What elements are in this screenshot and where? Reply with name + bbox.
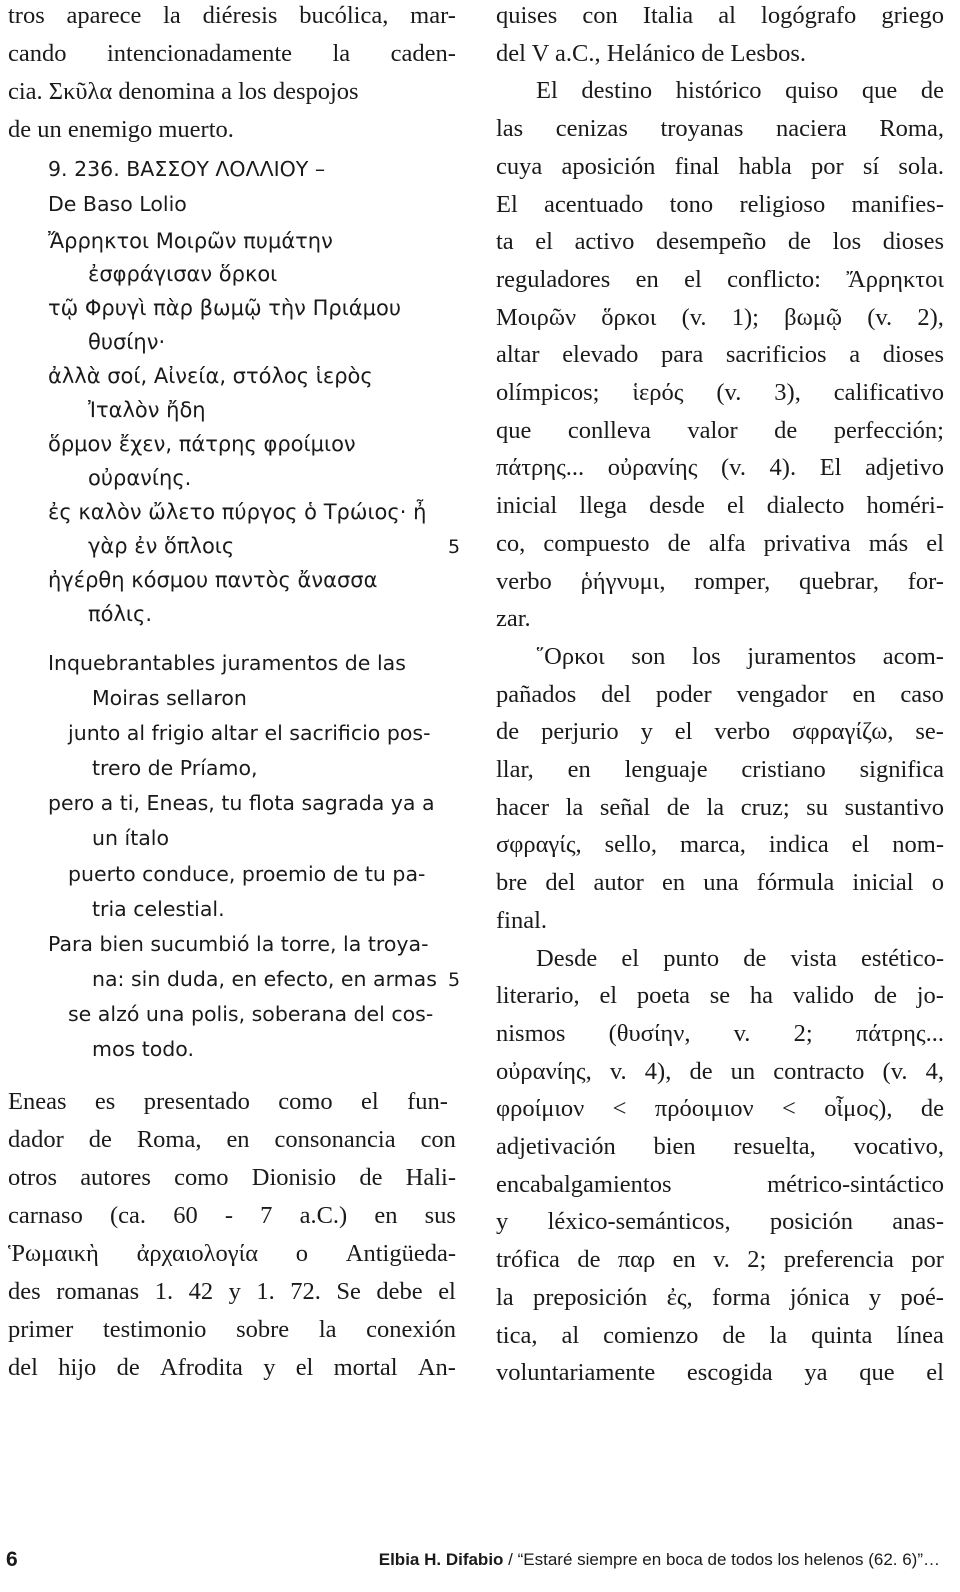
body-line: pañados del poder vengador en caso <box>496 680 944 708</box>
translation-verse: na: sin duda, en efecto, en armas <box>92 967 437 991</box>
translation-verse: tria celestial. <box>92 897 225 921</box>
body-line: El destino histórico quiso que de <box>536 77 944 105</box>
intro-line: tros aparece la diéresis bucólica, mar- <box>8 2 456 29</box>
body-line: carnaso (ca. 60 - 7 a.C.) en sus <box>8 1202 456 1229</box>
greek-verse: πόλις. <box>88 602 153 626</box>
greek-verse: γὰρ ἐν ὅπλοις <box>88 534 235 558</box>
body-line: nismos (θυσίην, v. 2; πάτρης... <box>496 1019 944 1047</box>
body-line: dador de Roma, en consonancia con <box>8 1126 456 1153</box>
body-line: otros autores como Dionisio de Hali- <box>8 1164 456 1191</box>
greek-verse: ἀλλὰ σοί, Αἰνεία, στόλος ἱερὸς <box>48 364 373 388</box>
body-line: Μοιρῶν ὅρκοι (v. 1); βωμῷ (v. 2), <box>496 303 944 331</box>
greek-verse: τῷ Φρυγὶ πὰρ βωμῷ τὴν Πριάμου <box>48 296 402 320</box>
translation-verse: junto al frigio altar el sacrificio pos- <box>68 721 431 745</box>
translation-verse: mos todo. <box>92 1037 194 1061</box>
translation-verse: Moiras sellaron <box>92 686 247 710</box>
body-line: altar elevado para sacrificios a dioses <box>496 341 944 369</box>
greek-verse: οὐρανίης. <box>88 466 192 490</box>
greek-verse: ὅρμον ἔχεν, πάτρης φροίμιον <box>48 432 356 456</box>
body-line: quises con Italia al logógrafo griego <box>496 2 944 29</box>
page-footer <box>0 1548 960 1578</box>
body-line: del V a.C., Helánico de Lesbos. <box>496 39 807 67</box>
body-line: olímpicos; ἱερός (v. 3), calificativo <box>496 379 944 406</box>
greek-verse: ἐσφράγισαν ὅρκοι <box>88 262 278 286</box>
body-line: del hijo de Afrodita y el mortal An- <box>8 1354 456 1381</box>
body-line: encabalgamientos métrico-sintáctico <box>496 1170 944 1198</box>
running-head-separator: / <box>503 1550 518 1569</box>
body-line: inicial llega desde el dialecto homéri- <box>496 492 944 520</box>
body-line: Eneas es presentado como el fun- <box>8 1088 448 1115</box>
greek-verse: θυσίην· <box>88 330 166 354</box>
greek-verse: ἠγέρθη κόσμου παντὸς ἄνασσα <box>48 568 378 592</box>
body-line: la preposición ἐς, forma jónica y poé- <box>496 1283 944 1311</box>
greek-verse: ἐς καλὸν ὤλετο πύργος ὁ Τρώιος· ἦ <box>48 500 427 524</box>
body-line: verbo ῥήγνυμι, romper, quebrar, for- <box>496 567 944 595</box>
body-line: literario, el poeta se ha valido de jo- <box>496 982 944 1010</box>
body-line: trófica de παρ en v. 2; preferencia por <box>496 1246 944 1274</box>
body-line: El acentuado tono religioso manifies- <box>496 190 944 218</box>
body-line: reguladores en el conflicto: Ἄρρηκτοι <box>496 265 944 293</box>
intro-line: de un enemigo muerto. <box>8 116 234 143</box>
page-number: 6 <box>6 1548 18 1571</box>
intro-line: cando intencionadamente la caden- <box>8 40 456 67</box>
running-head-title: “Estaré siempre en boca de todos los helenos (62. 6)”… <box>517 1550 940 1569</box>
body-line: ῞Ορκοι son los juramentos acom- <box>536 642 944 670</box>
body-line: πάτρης... οὐρανίης (v. 4). El adjetivo <box>496 454 944 482</box>
body-line: y léxico-semánticos, posición anas- <box>496 1208 944 1236</box>
body-line: Desde el punto de vista estético- <box>536 944 944 972</box>
body-line: las cenizas troyanas naciera Roma, <box>496 115 944 143</box>
translation-verse: puerto conduce, proemio de tu pa- <box>68 862 426 886</box>
body-line: llar, en lenguaje cristiano significa <box>496 756 944 783</box>
translation-verse: Inquebrantables juramentos de las <box>48 651 406 675</box>
intro-line: cia. Σκῦλα denomina a los despojos <box>8 78 359 105</box>
body-line: Ῥωμαικὴ ἀρχαιολογία o Antigüeda- <box>8 1240 456 1267</box>
verse-number: 5 <box>448 969 461 991</box>
body-line: que conlleva valor de perfección; <box>496 416 944 444</box>
running-head-author: Elbia H. Difabio <box>378 1550 504 1569</box>
greek-verse: Ἰταλὸν ἤδη <box>88 398 206 422</box>
poem-heading: 9. 236. ΒΑΣΣΟΥ ΛΟΛΛΙΟΥ – <box>48 157 326 181</box>
verse-number: 5 <box>448 536 461 558</box>
poem-author: De Baso Lolio <box>48 192 187 216</box>
body-line: bre del autor en una fórmula inicial o <box>496 869 944 897</box>
translation-verse: pero a ti, Eneas, tu flota sagrada ya a <box>48 791 435 815</box>
body-line: φροίμιον < πρόοιμιον < οἶμος), de <box>496 1095 944 1123</box>
body-line: final. <box>496 906 548 934</box>
body-line: de perjurio y el verbo σφραγίζω, se- <box>496 718 944 746</box>
body-line: hacer la señal de la cruz; su sustantivo <box>496 793 944 821</box>
body-line: tica, al comienzo de la quinta línea <box>496 1321 944 1349</box>
translation-verse: un ítalo <box>92 826 170 850</box>
body-line: cuya aposición final habla por sí sola. <box>496 152 944 180</box>
body-line: adjetivación bien resuelta, vocativo, <box>496 1133 944 1160</box>
body-line: co, compuesto de alfa privativa más el <box>496 529 944 557</box>
greek-verse: Ἄρρηκτοι Μοιρῶν πυμάτην <box>48 229 333 253</box>
body-line: οὐρανίης, v. 4), de un contracto (v. 4, <box>496 1057 944 1085</box>
running-head <box>379 1550 940 1570</box>
translation-verse: trero de Príamo, <box>92 756 258 780</box>
translation-verse: Para bien sucumbió la torre, la troya- <box>48 932 429 956</box>
body-line: zar. <box>496 605 531 633</box>
body-line: voluntariamente escogida ya que el <box>496 1359 944 1387</box>
body-line: σφραγίς, sello, marca, indica el nom- <box>496 831 944 859</box>
body-line: primer testimonio sobre la conexión <box>8 1316 456 1343</box>
body-line: ta el activo desempeño de los dioses <box>496 228 944 256</box>
body-line: des romanas 1. 42 y 1. 72. Se debe el <box>8 1278 456 1305</box>
translation-verse: se alzó una polis, soberana del cos- <box>68 1002 434 1026</box>
